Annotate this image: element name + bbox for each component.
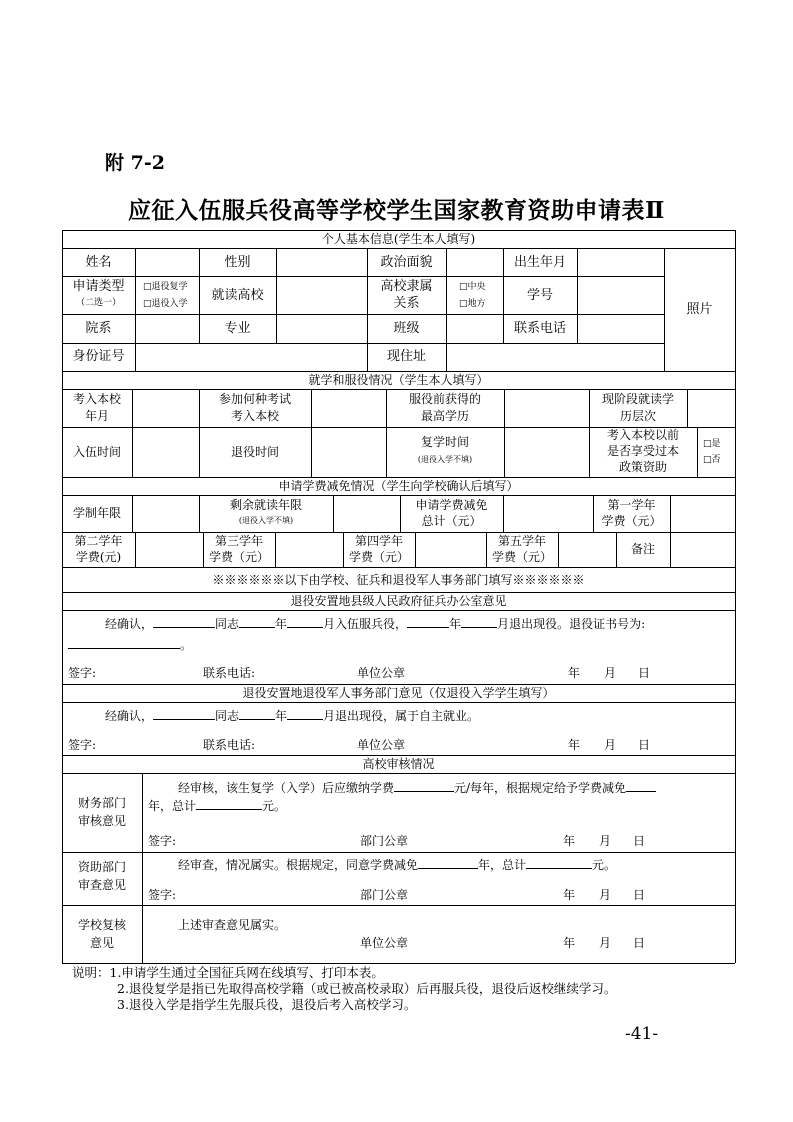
review-month-label: 月 [599,936,612,950]
form-title: 应征入伍服兵役高等学校学生国家教育资助申请表Ⅱ [128,197,665,224]
label-exam-type-2: 考入本校 [230,409,279,423]
veterans-day-label: 日 [638,738,651,752]
section-personal-info-header: 个人基本信息(学生本人填写) [321,232,476,246]
label-year2-fee-2: 学费(元) [75,550,122,564]
finance-statement-1: 经审核，该生复学（入学）后应缴纳学费 元/每年，根据规定给予学费减免 [178,779,656,794]
page-number: -41- [625,1024,659,1044]
label-id-number: 身份证号 [72,349,125,364]
label-enroll-date-1: 考入本校 [72,392,121,406]
label-exam-type-1: 参加何种考试 [218,392,291,406]
review-label-2: 意见 [89,936,114,950]
finance-statement-2: 年，总计 元。 [148,799,287,813]
label-enroll-date-2: 年月 [84,409,109,423]
recruit-certificate-number: 。 [68,636,192,651]
label-year1-fee-1: 第一学年 [607,498,656,512]
section-tuition-header: 申请学费减免情况（学生向学校确认后填写） [278,479,519,493]
aid-day-label: 日 [633,888,646,902]
veterans-phone-label: 联系电话: [203,738,256,752]
label-student-number: 学号 [526,288,553,303]
option-local-checkbox[interactable]: □地方 [459,299,486,309]
aid-dept-seal-label: 部门公章 [360,888,409,902]
label-choose-one: （二选一） [75,298,121,308]
label-major: 专业 [224,321,251,336]
finance-year-label: 年 [563,834,576,848]
label-discharge-date: 退役时间 [230,445,279,459]
review-label-1: 学校复核 [77,918,126,932]
label-policy-1: 考入本校以前 [606,428,679,442]
veterans-year-label: 年 [568,738,581,752]
label-year3-fee-1: 第三学年 [214,534,263,548]
label-policy-3: 政策资助 [618,460,667,474]
label-resume-date-note: (退役入学不填) [417,455,473,464]
label-current-level-1: 现阶段就读学 [601,392,674,406]
aid-year-label: 年 [563,888,576,902]
option-yes-checkbox[interactable]: □是 [703,439,721,449]
label-gender: 性别 [224,255,251,270]
option-no-checkbox[interactable]: □否 [703,455,721,465]
label-year3-fee-2: 学费（元） [208,550,269,564]
aid-sign-label: 签字: [148,888,177,902]
label-program-length: 学制年限 [72,506,121,520]
label-year2-fee-1: 第二学年 [74,534,123,548]
label-class: 班级 [393,321,420,336]
label-remark: 备注 [630,542,655,556]
label-year5-fee-1: 第五学年 [497,534,546,548]
recruit-month-label: 月 [604,666,617,680]
finance-sign-label: 签字: [148,834,177,848]
finance-label-2: 审核意见 [77,814,126,828]
label-pre-education-1: 服役前获得的 [408,392,481,406]
label-department: 院系 [85,321,112,336]
label-remaining-years: 剩余就读年限 [229,498,302,512]
label-school: 就读高校 [211,288,264,303]
notes [72,965,616,1013]
recruit-seal-label: 单位公章 [357,666,406,680]
recruit-office-statement: 经确认， 同志 年 月入伍服兵役， 年 月退出现役。退役证书号为: [105,617,646,631]
aid-month-label: 月 [599,888,612,902]
label-affiliation-2: 关系 [393,296,420,311]
label-year4-fee-1: 第四学年 [354,534,403,548]
veterans-month-label: 月 [604,738,617,752]
finance-month-label: 月 [599,834,612,848]
attachment-label: 附 7-2 [105,152,165,174]
recruit-phone-label: 联系电话: [203,666,256,680]
label-pre-education-2: 最高学历 [420,409,469,423]
veterans-sign-label: 签字: [68,738,97,752]
aid-label-1: 资助部门 [77,860,126,874]
label-year4-fee-2: 学费（元） [348,550,409,564]
aid-label-2: 审查意见 [77,878,126,892]
label-birth-date: 出生年月 [513,255,566,270]
banner-divider-text: ※※※※※※以下由学校、征兵和退役军人事务部门填写※※※※※※ [212,573,585,587]
photo-placeholder: 照片 [686,302,713,317]
label-phone: 联系电话 [513,321,566,336]
note-2: 2.退役复学是指已先取得高校学籍（或已被高校录取）后再服兵役，退役后返校继续学习。 [117,981,617,996]
label-enlist-date: 入伍时间 [72,445,121,459]
label-total-reduction-2: 总计（元） [421,514,482,528]
label-year1-fee-2: 学费（元） [601,514,662,528]
label-name: 姓名 [85,255,112,270]
note-1: 说明：1.申请学生通过全国征兵网在线填写、打印本表。 [72,965,384,980]
label-resume-date: 复学时间 [420,435,469,449]
veterans-statement: 经确认， 同志 年 月退出现役，属于自主就业。 [105,709,480,723]
label-apply-type: 申请类型 [72,279,125,294]
label-political-status: 政治面貌 [380,255,433,270]
section-recruit-office-header: 退役安置地县级人民政府征兵办公室意见 [290,594,507,608]
recruit-year-label: 年 [568,666,581,680]
label-remaining-years-note: (退役入学不填) [238,516,294,525]
label-year5-fee-2: 学费（元） [491,550,552,564]
review-day-label: 日 [633,936,646,950]
section-veterans-header: 退役安置地退役军人事务部门意见（仅退役入学学生填写） [242,686,555,700]
label-current-level-2: 历层次 [619,409,656,423]
option-enroll-checkbox[interactable]: □退役入学 [143,299,188,309]
recruit-sign-label: 签字: [68,666,97,680]
option-resume-checkbox[interactable]: □退役复学 [143,282,188,292]
finance-dept-seal-label: 部门公章 [360,834,409,848]
aid-statement: 经审查，情况属实。根据规定，同意学费减免 年，总计 元。 [178,858,617,872]
section-study-service-header: 就学和服役情况（学生本人填写） [308,373,489,387]
review-statement: 上述审查意见属实。 [178,918,287,932]
finance-label-1: 财务部门 [77,796,126,810]
label-total-reduction-1: 申请学费减免 [415,498,488,512]
label-affiliation-1: 高校隶属 [380,279,433,294]
recruit-day-label: 日 [638,666,651,680]
label-address: 现住址 [386,349,426,364]
review-year-label: 年 [563,936,576,950]
review-unit-seal-label: 单位公章 [360,936,409,950]
label-policy-2: 是否享受过本 [606,444,679,458]
note-3: 3.退役入学是指学生先服兵役，退役后考入高校学习。 [117,997,417,1012]
section-school-review-header: 高校审核情况 [362,757,435,771]
option-central-checkbox[interactable]: □中央 [459,282,486,292]
veterans-seal-label: 单位公章 [357,738,406,752]
finance-day-label: 日 [633,834,646,848]
